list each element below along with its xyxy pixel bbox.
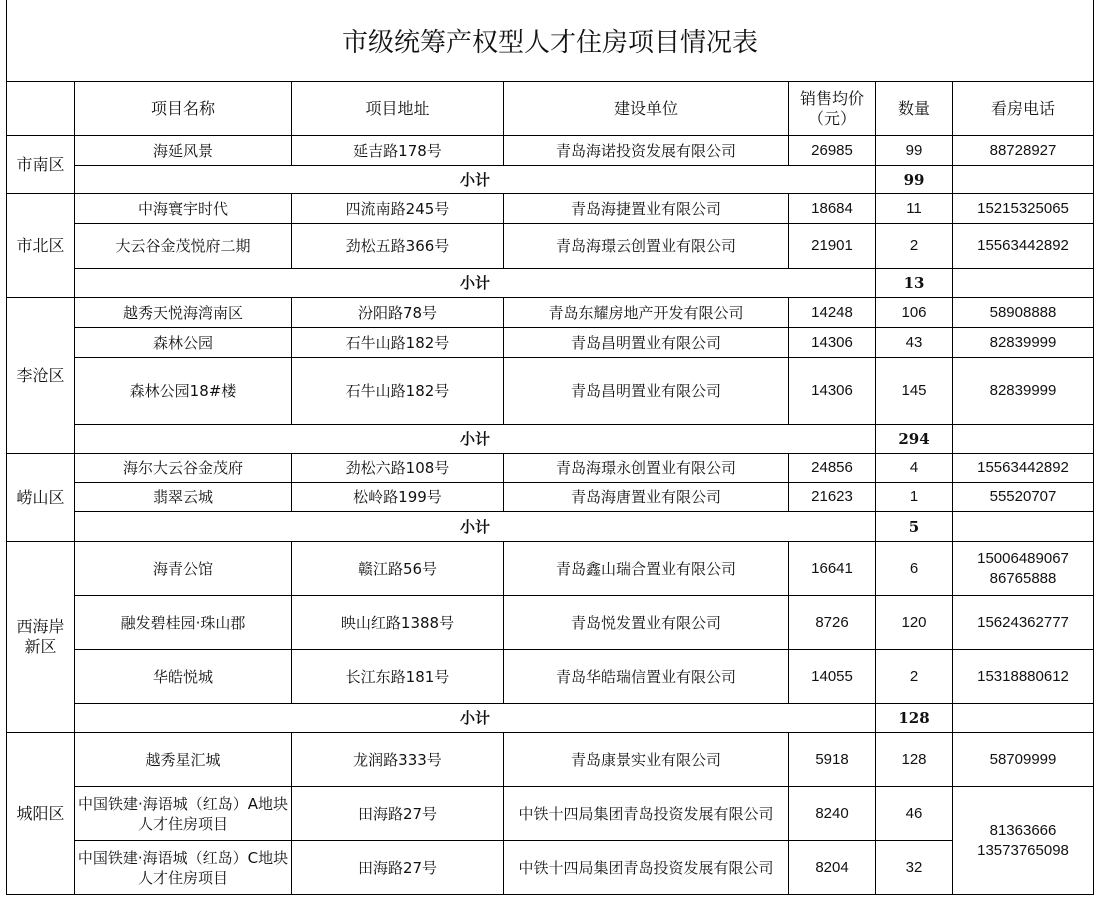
project-name: 中国铁建·海语城（红岛）A地块人才住房项目 xyxy=(75,787,292,841)
district-name: 西海岸新区 xyxy=(16,617,65,656)
project-phone: 58908888 xyxy=(953,298,1094,328)
table-row xyxy=(7,194,1094,224)
subtotal-row xyxy=(7,512,1094,542)
header-district xyxy=(7,82,75,136)
project-address: 松岭路199号 xyxy=(292,483,504,512)
project-phone: 88728927 xyxy=(953,136,1094,166)
project-address: 田海路27号 xyxy=(292,787,504,841)
project-price: 14248 xyxy=(789,298,876,328)
project-address: 赣江路56号 xyxy=(292,542,504,596)
subtotal-label: 小计 xyxy=(75,704,876,733)
header-developer: 建设单位 xyxy=(504,82,789,136)
project-developer: 中铁十四局集团青岛投资发展有限公司 xyxy=(504,841,789,895)
project-name: 中国铁建·海语城（红岛）C地块人才住房项目 xyxy=(75,841,292,895)
project-name: 森林公园18#楼 xyxy=(75,358,292,425)
project-name: 海尔大云谷金茂府 xyxy=(75,454,292,483)
housing-table xyxy=(6,81,1094,895)
project-address: 长江东路181号 xyxy=(292,650,504,704)
project-count: 6 xyxy=(876,542,953,596)
project-developer: 青岛海璟永创置业有限公司 xyxy=(504,454,789,483)
project-count: 145 xyxy=(876,358,953,425)
project-developer: 青岛海诺投资发展有限公司 xyxy=(504,136,789,166)
project-name: 海青公馆 xyxy=(75,542,292,596)
project-phone: 82839999 xyxy=(953,358,1094,425)
project-count: 11 xyxy=(876,194,953,224)
table-row xyxy=(7,650,1094,704)
header-price: 销售均价（元） xyxy=(789,82,876,136)
project-price: 18684 xyxy=(789,194,876,224)
district-cell: 市南区 xyxy=(7,136,75,194)
project-price: 24856 xyxy=(789,454,876,483)
project-phone: 82839999 xyxy=(953,328,1094,358)
project-address: 四流南路245号 xyxy=(292,194,504,224)
table-row xyxy=(7,328,1094,358)
project-name: 中海寰宇时代 xyxy=(75,194,292,224)
project-count: 46 xyxy=(876,787,953,841)
project-count: 1 xyxy=(876,483,953,512)
project-phone xyxy=(953,787,1094,895)
district-cell: 市北区 xyxy=(7,194,75,298)
project-developer: 青岛海璟云创置业有限公司 xyxy=(504,224,789,269)
header-count: 数量 xyxy=(876,82,953,136)
subtotal-blank xyxy=(953,425,1094,454)
table-title: 市级统筹产权型人才住房项目情况表 xyxy=(6,0,1094,81)
subtotal-label: 小计 xyxy=(75,166,876,194)
project-name: 华皓悦城 xyxy=(75,650,292,704)
project-price: 21623 xyxy=(789,483,876,512)
header-name: 项目名称 xyxy=(75,82,292,136)
project-address: 映山红路1388号 xyxy=(292,596,504,650)
header-address: 项目地址 xyxy=(292,82,504,136)
project-price: 8204 xyxy=(789,841,876,895)
project-developer: 青岛海捷置业有限公司 xyxy=(504,194,789,224)
table-row xyxy=(7,733,1094,787)
subtotal-value: 99 xyxy=(876,166,953,194)
table-row xyxy=(7,224,1094,269)
district-cell xyxy=(7,542,75,733)
project-count: 106 xyxy=(876,298,953,328)
project-price: 14306 xyxy=(789,328,876,358)
district-cell: 李沧区 xyxy=(7,298,75,454)
project-developer: 青岛东耀房地产开发有限公司 xyxy=(504,298,789,328)
project-name: 越秀星汇城 xyxy=(75,733,292,787)
subtotal-blank xyxy=(953,704,1094,733)
project-price: 14306 xyxy=(789,358,876,425)
header-phone: 看房电话 xyxy=(953,82,1094,136)
subtotal-value: 13 xyxy=(876,269,953,298)
project-address: 劲松五路366号 xyxy=(292,224,504,269)
project-count: 120 xyxy=(876,596,953,650)
table-row xyxy=(7,483,1094,512)
subtotal-blank xyxy=(953,512,1094,542)
project-developer: 青岛康景实业有限公司 xyxy=(504,733,789,787)
project-developer: 青岛海唐置业有限公司 xyxy=(504,483,789,512)
project-price: 26985 xyxy=(789,136,876,166)
phone-text: 81363666 13573765098 xyxy=(977,821,1069,859)
project-count: 43 xyxy=(876,328,953,358)
project-price: 8240 xyxy=(789,787,876,841)
table-row xyxy=(7,542,1094,596)
project-address: 石牛山路182号 xyxy=(292,328,504,358)
project-count: 2 xyxy=(876,224,953,269)
subtotal-value: 5 xyxy=(876,512,953,542)
project-name: 融发碧桂园·珠山郡 xyxy=(75,596,292,650)
project-developer: 青岛昌明置业有限公司 xyxy=(504,358,789,425)
project-count: 128 xyxy=(876,733,953,787)
subtotal-row xyxy=(7,269,1094,298)
project-phone: 15563442892 xyxy=(953,454,1094,483)
subtotal-label: 小计 xyxy=(75,269,876,298)
project-address: 石牛山路182号 xyxy=(292,358,504,425)
project-address: 田海路27号 xyxy=(292,841,504,895)
project-phone: 15624362777 xyxy=(953,596,1094,650)
project-price: 16641 xyxy=(789,542,876,596)
table-row xyxy=(7,596,1094,650)
subtotal-value: 294 xyxy=(876,425,953,454)
project-count: 32 xyxy=(876,841,953,895)
project-developer: 中铁十四局集团青岛投资发展有限公司 xyxy=(504,787,789,841)
table-row xyxy=(7,136,1094,166)
table-row xyxy=(7,454,1094,483)
project-price: 14055 xyxy=(789,650,876,704)
table-row xyxy=(7,298,1094,328)
project-count: 2 xyxy=(876,650,953,704)
subtotal-value: 128 xyxy=(876,704,953,733)
table-row xyxy=(7,841,1094,895)
district-cell: 城阳区 xyxy=(7,733,75,895)
table-row xyxy=(7,358,1094,425)
subtotal-row xyxy=(7,166,1094,194)
project-developer: 青岛昌明置业有限公司 xyxy=(504,328,789,358)
project-developer: 青岛鑫山瑞合置业有限公司 xyxy=(504,542,789,596)
project-address: 劲松六路108号 xyxy=(292,454,504,483)
subtotal-blank xyxy=(953,269,1094,298)
district-cell: 崂山区 xyxy=(7,454,75,542)
project-phone: 55520707 xyxy=(953,483,1094,512)
subtotal-label: 小计 xyxy=(75,512,876,542)
project-phone xyxy=(953,542,1094,596)
project-phone: 15318880612 xyxy=(953,650,1094,704)
project-name: 海延风景 xyxy=(75,136,292,166)
subtotal-row xyxy=(7,704,1094,733)
project-name: 大云谷金茂悦府二期 xyxy=(75,224,292,269)
project-price: 21901 xyxy=(789,224,876,269)
table-row xyxy=(7,787,1094,841)
subtotal-blank xyxy=(953,166,1094,194)
project-count: 4 xyxy=(876,454,953,483)
project-price: 5918 xyxy=(789,733,876,787)
project-count: 99 xyxy=(876,136,953,166)
project-price: 8726 xyxy=(789,596,876,650)
project-developer: 青岛悦发置业有限公司 xyxy=(504,596,789,650)
project-address: 延吉路178号 xyxy=(292,136,504,166)
project-name: 翡翠云城 xyxy=(75,483,292,512)
subtotal-row xyxy=(7,425,1094,454)
project-name: 越秀天悦海湾南区 xyxy=(75,298,292,328)
project-developer: 青岛华皓瑞信置业有限公司 xyxy=(504,650,789,704)
project-phone: 15215325065 xyxy=(953,194,1094,224)
header-row xyxy=(7,82,1094,136)
project-phone: 58709999 xyxy=(953,733,1094,787)
project-address: 龙润路333号 xyxy=(292,733,504,787)
project-name: 森林公园 xyxy=(75,328,292,358)
subtotal-label: 小计 xyxy=(75,425,876,454)
project-phone: 15563442892 xyxy=(953,224,1094,269)
project-address: 汾阳路78号 xyxy=(292,298,504,328)
phone-text: 15006489067 86765888 xyxy=(977,549,1069,587)
